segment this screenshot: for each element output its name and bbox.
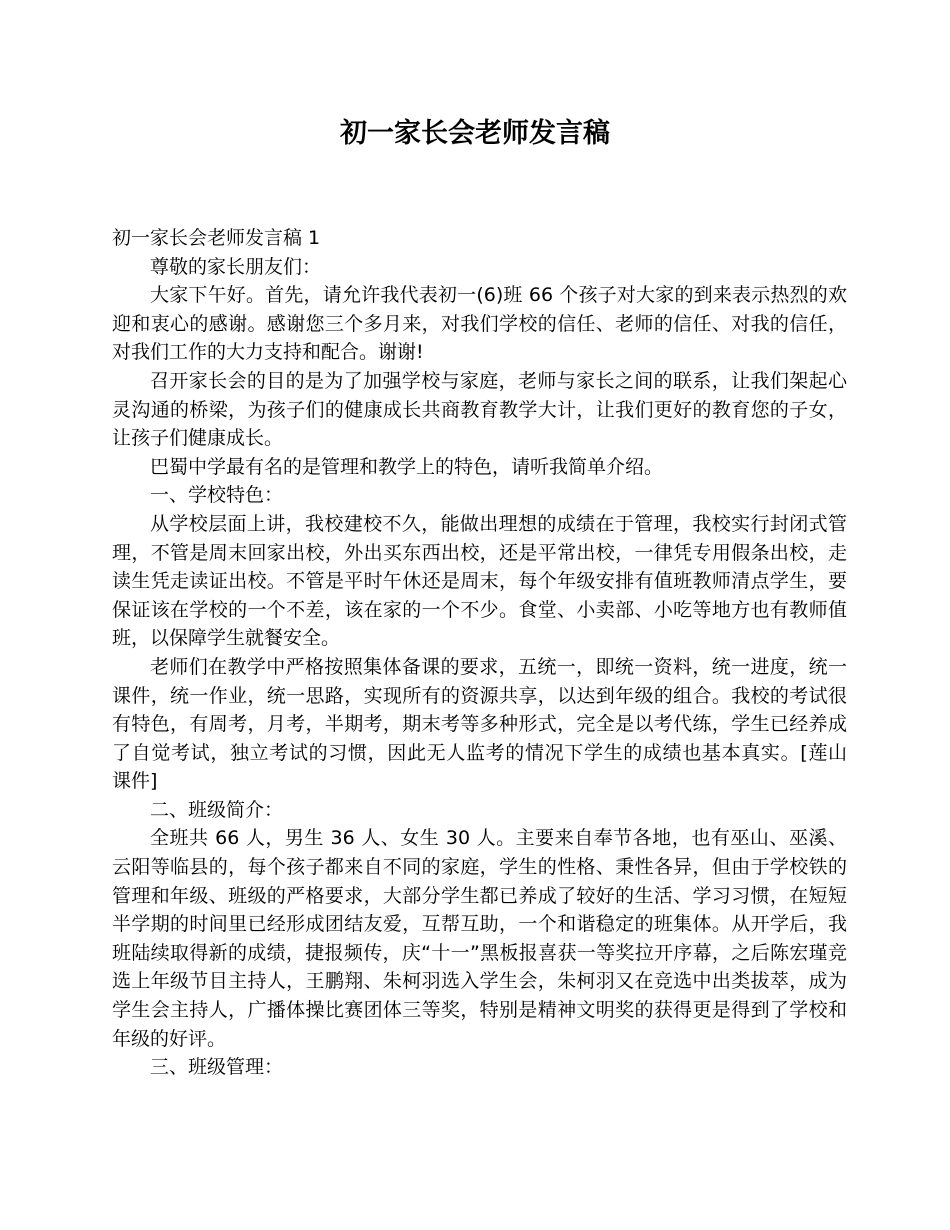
paragraph: 老师们在教学中严格按照集体备课的要求，五统一，即统一资料，统一进度，统一课件，统一作业，统一思路，实现所有的资源共享，以达到年级的组合。我校的考试很有特色，有周考，月考，半期考，期末考等多种形式，完全是以考代练，学生已经养成了自觉考试，独立考试的习惯，因此无人监考的情况下学生的成绩也基本真实。[莲山 课件] [112, 655, 847, 793]
paragraph: 巴蜀中学最有名的是管理和教学上的特色，请听我简单介绍。 [150, 455, 664, 478]
paragraph: 从学校层面上讲，我校建校不久，能做出理想的成绩在于管理，我校实行封闭式管理，不管是周末回家出校，外出买东西出校，还是平常出校，一律凭专用假条出校，走读生凭走读证出校。不管是平时午休还是周末，每个年级安排有值班教师清点学生，要保证该在学校的一个不差，该在家的一个不少。食堂、小卖部、小吃等地方也有教师值班，以保障学生就餐安全。 [112, 512, 847, 650]
subsection-heading: 三、班级管理： [150, 1056, 284, 1079]
paragraph: 召开家长会的目的是为了加强学校与家庭，老师与家长之间的联系，让我们架起心灵沟通的桥梁，为孩子们的健康成长共商教育教学大计，让我们更好的教育您的子女，让孩子们健康成长。 [112, 369, 847, 450]
subsection-heading: 二、班级简介： [150, 798, 284, 821]
salutation: 尊敬的家长朋友们： [150, 255, 322, 278]
paragraph: 大家下午好。首先，请允许我代表初一(6)班 66 个孩子对大家的到来表示热烈的欢迎和衷心的感谢。感谢您三个多月来，对我们学校的信任、老师的信任、对我的信任，对我们工作的大力支持和配合。谢谢! [112, 284, 847, 364]
subsection-heading: 一、学校特色： [150, 484, 284, 507]
page-title: 初一家长会老师发言稿 [340, 118, 610, 149]
document-body [112, 224, 847, 1082]
paragraph: 全班共 66 人，男生 36 人、女生 30 人。主要来自奉节各地，也有巫山、巫溪、云阳等临县的，每个孩子都来自不同的家庭，学生的性格、秉性各异，但由于学校铁的管理和年级、班级的严格要求，大部分学生都已养成了较好的生活、学习习惯，在短短半学期的时间里已经形成团结友爱，互帮互助，一个和谐稳定的班集体。从开学后，我班陆续取得新的成绩，捷报频传，庆“十一”黑板报喜获一等奖拉开序幕，之后陈宏瑾竞选上年级节目主持人，王鹏翔、朱柯羽选入学生会，朱柯羽又在竞选中出类拔萃，成为学生会主持人，广播体操比赛团体三等奖，特别是精神文明奖的获得更是得到了学校和年级的好评。 [112, 827, 847, 1050]
section-heading: 初一家长会老师发言稿 1 [112, 227, 321, 249]
